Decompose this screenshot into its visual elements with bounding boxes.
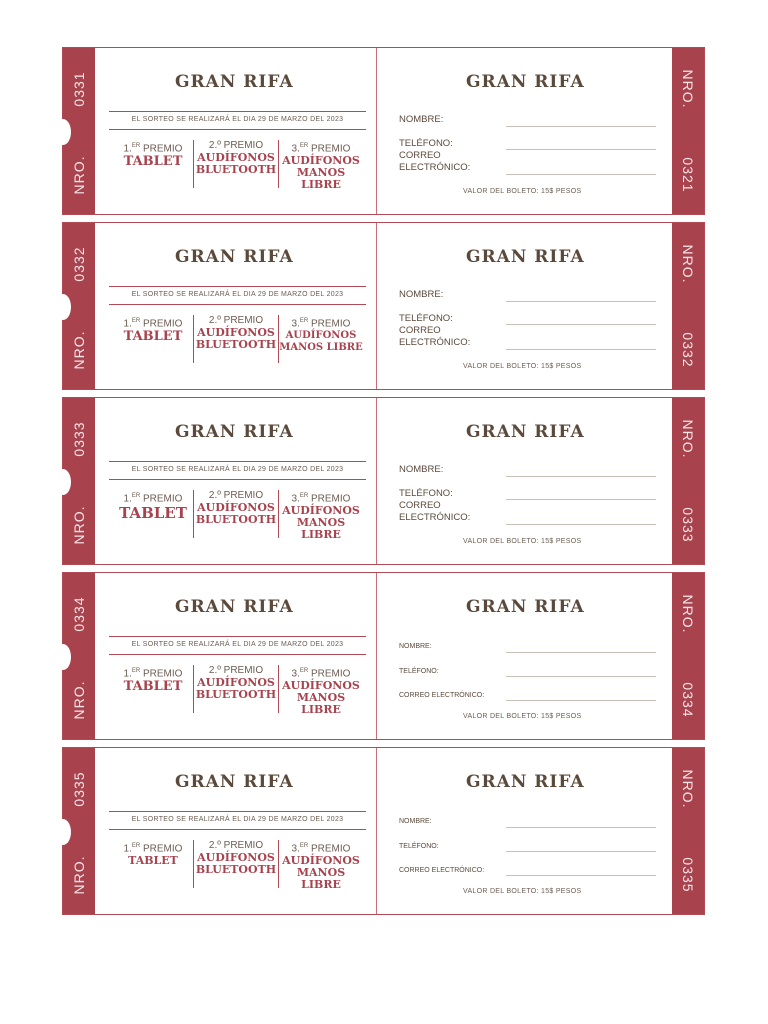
- prize-1-label: 1.$^{ER}$ PREMIO: [123, 668, 183, 680]
- telefono-label: TELÉFONO:: [399, 668, 439, 675]
- left-notch: [55, 119, 71, 145]
- prize-3-name: AUDÍFONOS MANOS LIBRE: [282, 854, 360, 892]
- nombre-label: NOMBRE:: [399, 818, 432, 825]
- valor-text: VALOR DEL BOLETO: 15$ PESOS: [463, 363, 582, 370]
- perforation-line: [376, 748, 377, 914]
- prize-2: [194, 315, 278, 351]
- prize-3-name: AUDÍFONOS MANOS LIBRE: [279, 330, 363, 354]
- prize-1-name: TABLET: [119, 504, 187, 523]
- sorteo-text: EL SORTEO SE REALIZARÁ EL DIA 29 DE MARZO DEL 2023: [131, 116, 344, 123]
- correo-label: CORREO ELECTRÓNICO:: [399, 150, 471, 173]
- telefono-label: TELÉFONO:: [399, 843, 439, 850]
- ticket-0332: [62, 222, 705, 390]
- rule-bottom: [109, 129, 366, 130]
- prize-3: [279, 140, 363, 191]
- telefono-field[interactable]: [506, 499, 656, 500]
- title-right: GRAN RIFA: [466, 72, 585, 92]
- prize-3: [279, 665, 363, 716]
- title-right: GRAN RIFA: [466, 597, 585, 617]
- telefono-label: TELÉFONO:: [399, 313, 453, 324]
- nombre-field[interactable]: [506, 301, 656, 302]
- prize-1-label: 1.$^{ER}$ PREMIO: [123, 493, 183, 505]
- prize-1: [111, 490, 195, 521]
- prize-2-label: 2.º PREMIO: [208, 840, 264, 851]
- right-stub: [672, 573, 704, 739]
- perforation-line: [376, 398, 377, 564]
- nombre-field[interactable]: [506, 652, 656, 653]
- prize-3-label: 3.$^{ER}$ PREMIO: [291, 668, 351, 680]
- nro-label: NRO.: [680, 769, 696, 809]
- ticket-0334: [62, 572, 705, 740]
- correo-field[interactable]: [506, 875, 656, 876]
- prize-3-label: 3.$^{ER}$ PREMIO: [291, 318, 351, 330]
- valor-text: VALOR DEL BOLETO: 15$ PESOS: [463, 188, 582, 195]
- telefono-field[interactable]: [506, 676, 656, 677]
- prize-3: [279, 840, 363, 891]
- prize-1-name: TABLET: [123, 154, 183, 170]
- rule-bottom: [109, 479, 366, 480]
- nro-label: NRO.: [71, 855, 87, 895]
- nro-label: NRO.: [680, 69, 696, 109]
- ticket-number: 0332: [680, 332, 696, 368]
- nro-label: NRO.: [71, 680, 87, 720]
- nro-label: NRO.: [71, 155, 87, 195]
- rule-top: [109, 811, 366, 812]
- prize-3-name: AUDÍFONOS MANOS LIBRE: [282, 679, 360, 717]
- sorteo-text: EL SORTEO SE REALIZARÁ EL DIA 29 DE MARZO DEL 2023: [131, 291, 344, 298]
- prize-3-name: AUDÍFONOS MANOS LIBRE: [282, 154, 360, 192]
- prize-3-label: 3.$^{ER}$ PREMIO: [291, 143, 351, 155]
- sorteo-text: EL SORTEO SE REALIZARÁ EL DIA 29 DE MARZO DEL 2023: [131, 466, 344, 473]
- prize-3: [279, 315, 363, 354]
- prize-1-name: TABLET: [128, 854, 178, 868]
- correo-label: CORREO ELECTRÓNICO:: [399, 500, 471, 523]
- ticket-number: 0335: [71, 771, 87, 807]
- left-notch: [55, 469, 71, 495]
- prize-2-name: AUDÍFONOS BLUETOOTH: [195, 676, 277, 701]
- rule-top: [109, 111, 366, 112]
- sorteo-text: EL SORTEO SE REALIZARÁ EL DIA 29 DE MARZO DEL 2023: [131, 816, 344, 823]
- prize-3-label: 3.$^{ER}$ PREMIO: [291, 493, 351, 505]
- right-stub: [672, 748, 704, 914]
- telefono-label: TELÉFONO:: [399, 138, 453, 149]
- correo-label: CORREO ELECTRÓNICO:: [399, 692, 485, 699]
- nombre-label: NOMBRE:: [399, 114, 444, 125]
- correo-field[interactable]: [506, 349, 656, 350]
- nro-label: NRO.: [71, 505, 87, 545]
- perforation-line: [376, 223, 377, 389]
- ticket-number: 0334: [71, 596, 87, 632]
- perforation-line: [376, 48, 377, 214]
- title-left: GRAN RIFA: [175, 772, 294, 792]
- nombre-field[interactable]: [506, 827, 656, 828]
- prize-2-label: 2.º PREMIO: [208, 665, 264, 676]
- telefono-field[interactable]: [506, 149, 656, 150]
- nombre-field[interactable]: [506, 126, 656, 127]
- title-right: GRAN RIFA: [466, 247, 585, 267]
- ticket-number: 0321: [680, 157, 696, 193]
- prize-1: [111, 665, 195, 694]
- telefono-field[interactable]: [506, 324, 656, 325]
- correo-field[interactable]: [506, 524, 656, 525]
- prize-1-label: 1.$^{ER}$ PREMIO: [123, 318, 183, 330]
- prize-2: [194, 665, 278, 701]
- ticket-number: 0335: [680, 857, 696, 893]
- prize-1: [111, 140, 195, 169]
- prize-2-label: 2.º PREMIO: [208, 315, 264, 326]
- nombre-label: NOMBRE:: [399, 464, 444, 475]
- prize-1-label: 1.$^{ER}$ PREMIO: [123, 843, 183, 855]
- prize-1-name: TABLET: [123, 329, 183, 345]
- valor-text: VALOR DEL BOLETO: 15$ PESOS: [463, 888, 582, 895]
- ticket-number: 0333: [71, 421, 87, 457]
- rule-bottom: [109, 304, 366, 305]
- prize-1: [111, 840, 195, 867]
- ticket-number: 0332: [71, 246, 87, 282]
- title-left: GRAN RIFA: [175, 597, 294, 617]
- correo-field[interactable]: [506, 700, 656, 701]
- title-right: GRAN RIFA: [466, 422, 585, 442]
- right-stub: [672, 223, 704, 389]
- prize-1: [111, 315, 195, 344]
- prize-2: [194, 140, 278, 176]
- title-right: GRAN RIFA: [466, 772, 585, 792]
- prize-2-name: AUDÍFONOS BLUETOOTH: [195, 151, 277, 176]
- ticket-number: 0331: [71, 71, 87, 107]
- prize-1-name: TABLET: [123, 679, 183, 695]
- title-left: GRAN RIFA: [175, 422, 294, 442]
- telefono-field[interactable]: [506, 851, 656, 852]
- prize-2-name: AUDÍFONOS BLUETOOTH: [195, 501, 277, 526]
- perforation-line: [376, 573, 377, 739]
- prize-2: [194, 840, 278, 876]
- nombre-field[interactable]: [506, 476, 656, 477]
- nro-label: NRO.: [680, 594, 696, 634]
- rule-top: [109, 461, 366, 462]
- prize-2-name: AUDÍFONOS BLUETOOTH: [195, 851, 277, 876]
- ticket-number: 0334: [680, 682, 696, 718]
- prize-1-label: 1.$^{ER}$ PREMIO: [123, 143, 183, 155]
- prize-2-name: AUDÍFONOS BLUETOOTH: [195, 326, 277, 351]
- left-notch: [55, 819, 71, 845]
- left-notch: [55, 644, 71, 670]
- prize-2-label: 2.º PREMIO: [208, 490, 264, 501]
- nro-label: NRO.: [680, 244, 696, 284]
- right-stub: [672, 398, 704, 564]
- telefono-label: TELÉFONO:: [399, 488, 453, 499]
- rule-top: [109, 286, 366, 287]
- left-notch: [55, 294, 71, 320]
- ticket-number: 0333: [680, 507, 696, 543]
- prize-2-label: 2.º PREMIO: [208, 140, 264, 151]
- nro-label: NRO.: [680, 419, 696, 459]
- prize-3-name: AUDÍFONOS MANOS LIBRE: [282, 504, 360, 542]
- ticket-0335: [62, 747, 705, 915]
- ticket-0333: [62, 397, 705, 565]
- correo-label: CORREO ELECTRÓNICO:: [399, 325, 471, 348]
- nombre-label: NOMBRE:: [399, 289, 444, 300]
- rule-bottom: [109, 829, 366, 830]
- valor-text: VALOR DEL BOLETO: 15$ PESOS: [463, 713, 582, 720]
- sorteo-text: EL SORTEO SE REALIZARÁ EL DIA 29 DE MARZO DEL 2023: [131, 641, 344, 648]
- nro-label: NRO.: [71, 330, 87, 370]
- title-left: GRAN RIFA: [175, 247, 294, 267]
- prize-3-label: 3.$^{ER}$ PREMIO: [291, 843, 351, 855]
- correo-field[interactable]: [506, 174, 656, 175]
- rule-top: [109, 636, 366, 637]
- prize-2: [194, 490, 278, 526]
- title-left: GRAN RIFA: [175, 72, 294, 92]
- rule-bottom: [109, 654, 366, 655]
- valor-text: VALOR DEL BOLETO: 15$ PESOS: [463, 538, 582, 545]
- ticket-0331: [62, 47, 705, 215]
- correo-label: CORREO ELECTRÓNICO:: [399, 867, 485, 874]
- right-stub: [672, 48, 704, 214]
- prize-3: [279, 490, 363, 541]
- nombre-label: NOMBRE:: [399, 643, 432, 650]
